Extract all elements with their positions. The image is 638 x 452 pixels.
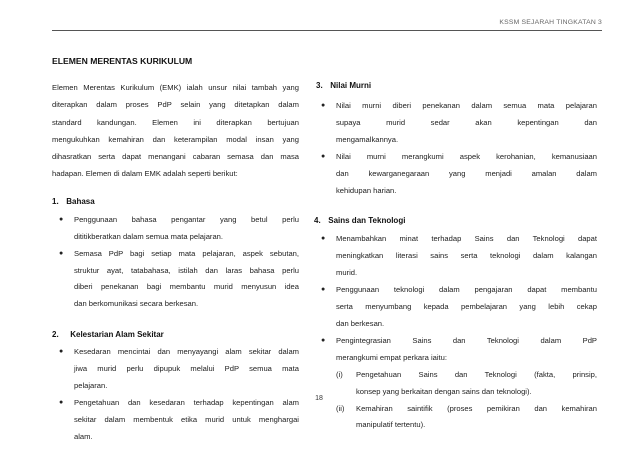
right-column xyxy=(314,79,597,434)
section-heading-nilai-murni xyxy=(314,79,597,93)
bullet-icon: ● xyxy=(59,398,64,406)
intro-line: hadapan. Elemen di dalam EMK adalah seperti berikut: xyxy=(52,169,238,179)
left-column xyxy=(52,79,299,446)
list-item xyxy=(314,149,597,200)
bullet-line: alam. xyxy=(74,431,93,441)
list-item xyxy=(52,212,299,246)
bullet-icon: ● xyxy=(321,286,326,294)
sub-item-numeral: (ii) xyxy=(336,403,345,413)
list-item xyxy=(52,344,299,395)
bullet-line: Kesedaran mencintai dan menyayangi alam sekitar dalam xyxy=(74,347,299,357)
section-heading-text: Nilai Murni xyxy=(330,81,372,90)
bullet-line: Semasa PdP bagi setiap mata pelajaran, aspek sebutan, xyxy=(74,248,299,258)
intro-paragraph xyxy=(52,79,299,183)
bullet-line: jiwa murid perlu dipupuk melalui PdP semua mata xyxy=(74,364,299,374)
sains-teknologi-bullets xyxy=(314,231,597,434)
intro-line: mengukuhkan kemahiran dan keterampilan modal insan yang xyxy=(52,134,299,144)
sub-item-line: konsep yang berkaitan dengan sains dan teknologi). xyxy=(356,386,532,396)
bullet-icon: ● xyxy=(59,215,64,223)
section-number: 3. xyxy=(316,81,323,90)
section-heading-text: Bahasa xyxy=(66,196,95,206)
sub-item-line: Kemahiran saintifik (proses pemikiran dan kemahiran xyxy=(356,403,597,413)
bullet-line: struktur ayat, tatabahasa, istilah dan laras bahasa perlu xyxy=(74,265,299,275)
bullet-icon: ● xyxy=(321,235,326,243)
list-item xyxy=(314,333,597,434)
bullet-line: Penggunaan bahasa pengantar yang betul perlu xyxy=(74,214,299,224)
bullet-line: murid. xyxy=(336,268,358,278)
section-heading-bahasa xyxy=(52,195,299,209)
bullet-line: Pengetahuan dan kesedaran terhadap kepentingan alam xyxy=(74,397,299,407)
section-heading-text: Kelestarian Alam Sekitar xyxy=(70,330,164,340)
bullet-line: serta menyumbang kepada pembelajaran yang lebih cekap xyxy=(336,302,597,312)
running-header: KSSM SEJARAH TINGKATAN 3 xyxy=(499,19,602,26)
bullet-icon: ● xyxy=(321,102,326,109)
bullet-icon: ● xyxy=(59,348,64,356)
bullet-line: mengamalkannya. xyxy=(336,134,399,144)
bullet-line: meningkatkan literasi sains serta teknologi dalam kalangan xyxy=(336,251,597,261)
header-rule xyxy=(52,30,602,31)
page-number: 18 xyxy=(315,395,323,402)
bullet-icon: ● xyxy=(321,336,326,344)
bullet-line: sekitar dalam membentuk etika murid untuk menghargai xyxy=(74,414,299,424)
bullet-line: dititikberatkan dalam semua mata pelajaran. xyxy=(74,231,224,241)
bullet-line: dan kewarganegaraan yang menjadi amalan dalam xyxy=(336,168,597,178)
bullet-line: Penggunaan teknologi dalam pengajaran dapat membantu xyxy=(336,285,597,295)
section-title: ELEMEN MERENTAS KURIKULUM xyxy=(52,56,193,66)
intro-line: standard kandungan. Elemen ini diterapkan bertujuan xyxy=(52,117,299,127)
section-heading-text: Sains dan Teknologi xyxy=(328,216,406,226)
bullet-line: Pengintegrasian Sains dan Teknologi dalam PdP xyxy=(336,335,597,345)
sub-item-line: manipulatif tertentu). xyxy=(356,420,426,430)
bullet-icon: ● xyxy=(321,152,326,160)
bullet-line: Nilai murni diberi penekanan dalam semua mata pelajaran xyxy=(336,101,597,110)
bullet-line: pelajaran. xyxy=(74,381,108,391)
intro-line: Elemen Merentas Kurikulum (EMK) ialah unsur nilai tambah yang xyxy=(52,83,299,92)
bullet-line: dan berkesan. xyxy=(336,318,385,328)
bahasa-bullets xyxy=(52,212,299,313)
nilai-murni-bullets xyxy=(314,98,597,199)
sub-item-line: Pengetahuan Sains dan Teknologi (fakta, prinsip, xyxy=(356,369,597,379)
bullet-line: merangkumi empat perkara iaitu: xyxy=(336,352,448,362)
list-item xyxy=(52,395,299,446)
bullet-icon: ● xyxy=(59,249,64,257)
sub-item-numeral: (i) xyxy=(336,369,343,379)
section-number: 1. xyxy=(52,196,59,206)
section-heading-kelestarian xyxy=(52,328,299,342)
bullet-line: kehidupan harian. xyxy=(336,185,397,195)
intro-line: dihasratkan serta dapat menangani cabaran semasa dan masa xyxy=(52,152,299,162)
bullet-line: supaya murid sedar akan kepentingan dan xyxy=(336,117,597,127)
bullet-line: dan berkomunikasi secara berkesan. xyxy=(74,299,199,309)
list-item xyxy=(314,98,597,149)
bullet-line: diberi penekanan bagi membantu murid menyusun idea xyxy=(74,282,299,292)
intro-line: diterapkan dalam proses PdP selain yang ditetapkan dalam xyxy=(52,100,299,110)
list-item xyxy=(314,282,597,333)
list-item xyxy=(314,231,597,282)
bullet-line: Nilai murni merangkumi aspek kerohanian, kemanusiaan xyxy=(336,151,597,161)
list-item xyxy=(52,246,299,314)
sub-item xyxy=(336,401,597,435)
section-number: 4. xyxy=(314,216,321,226)
bullet-line: Menambahkan minat terhadap Sains dan Teknologi dapat xyxy=(336,234,597,244)
section-number: 2. xyxy=(52,330,59,340)
section-heading-sains-teknologi xyxy=(314,214,597,228)
